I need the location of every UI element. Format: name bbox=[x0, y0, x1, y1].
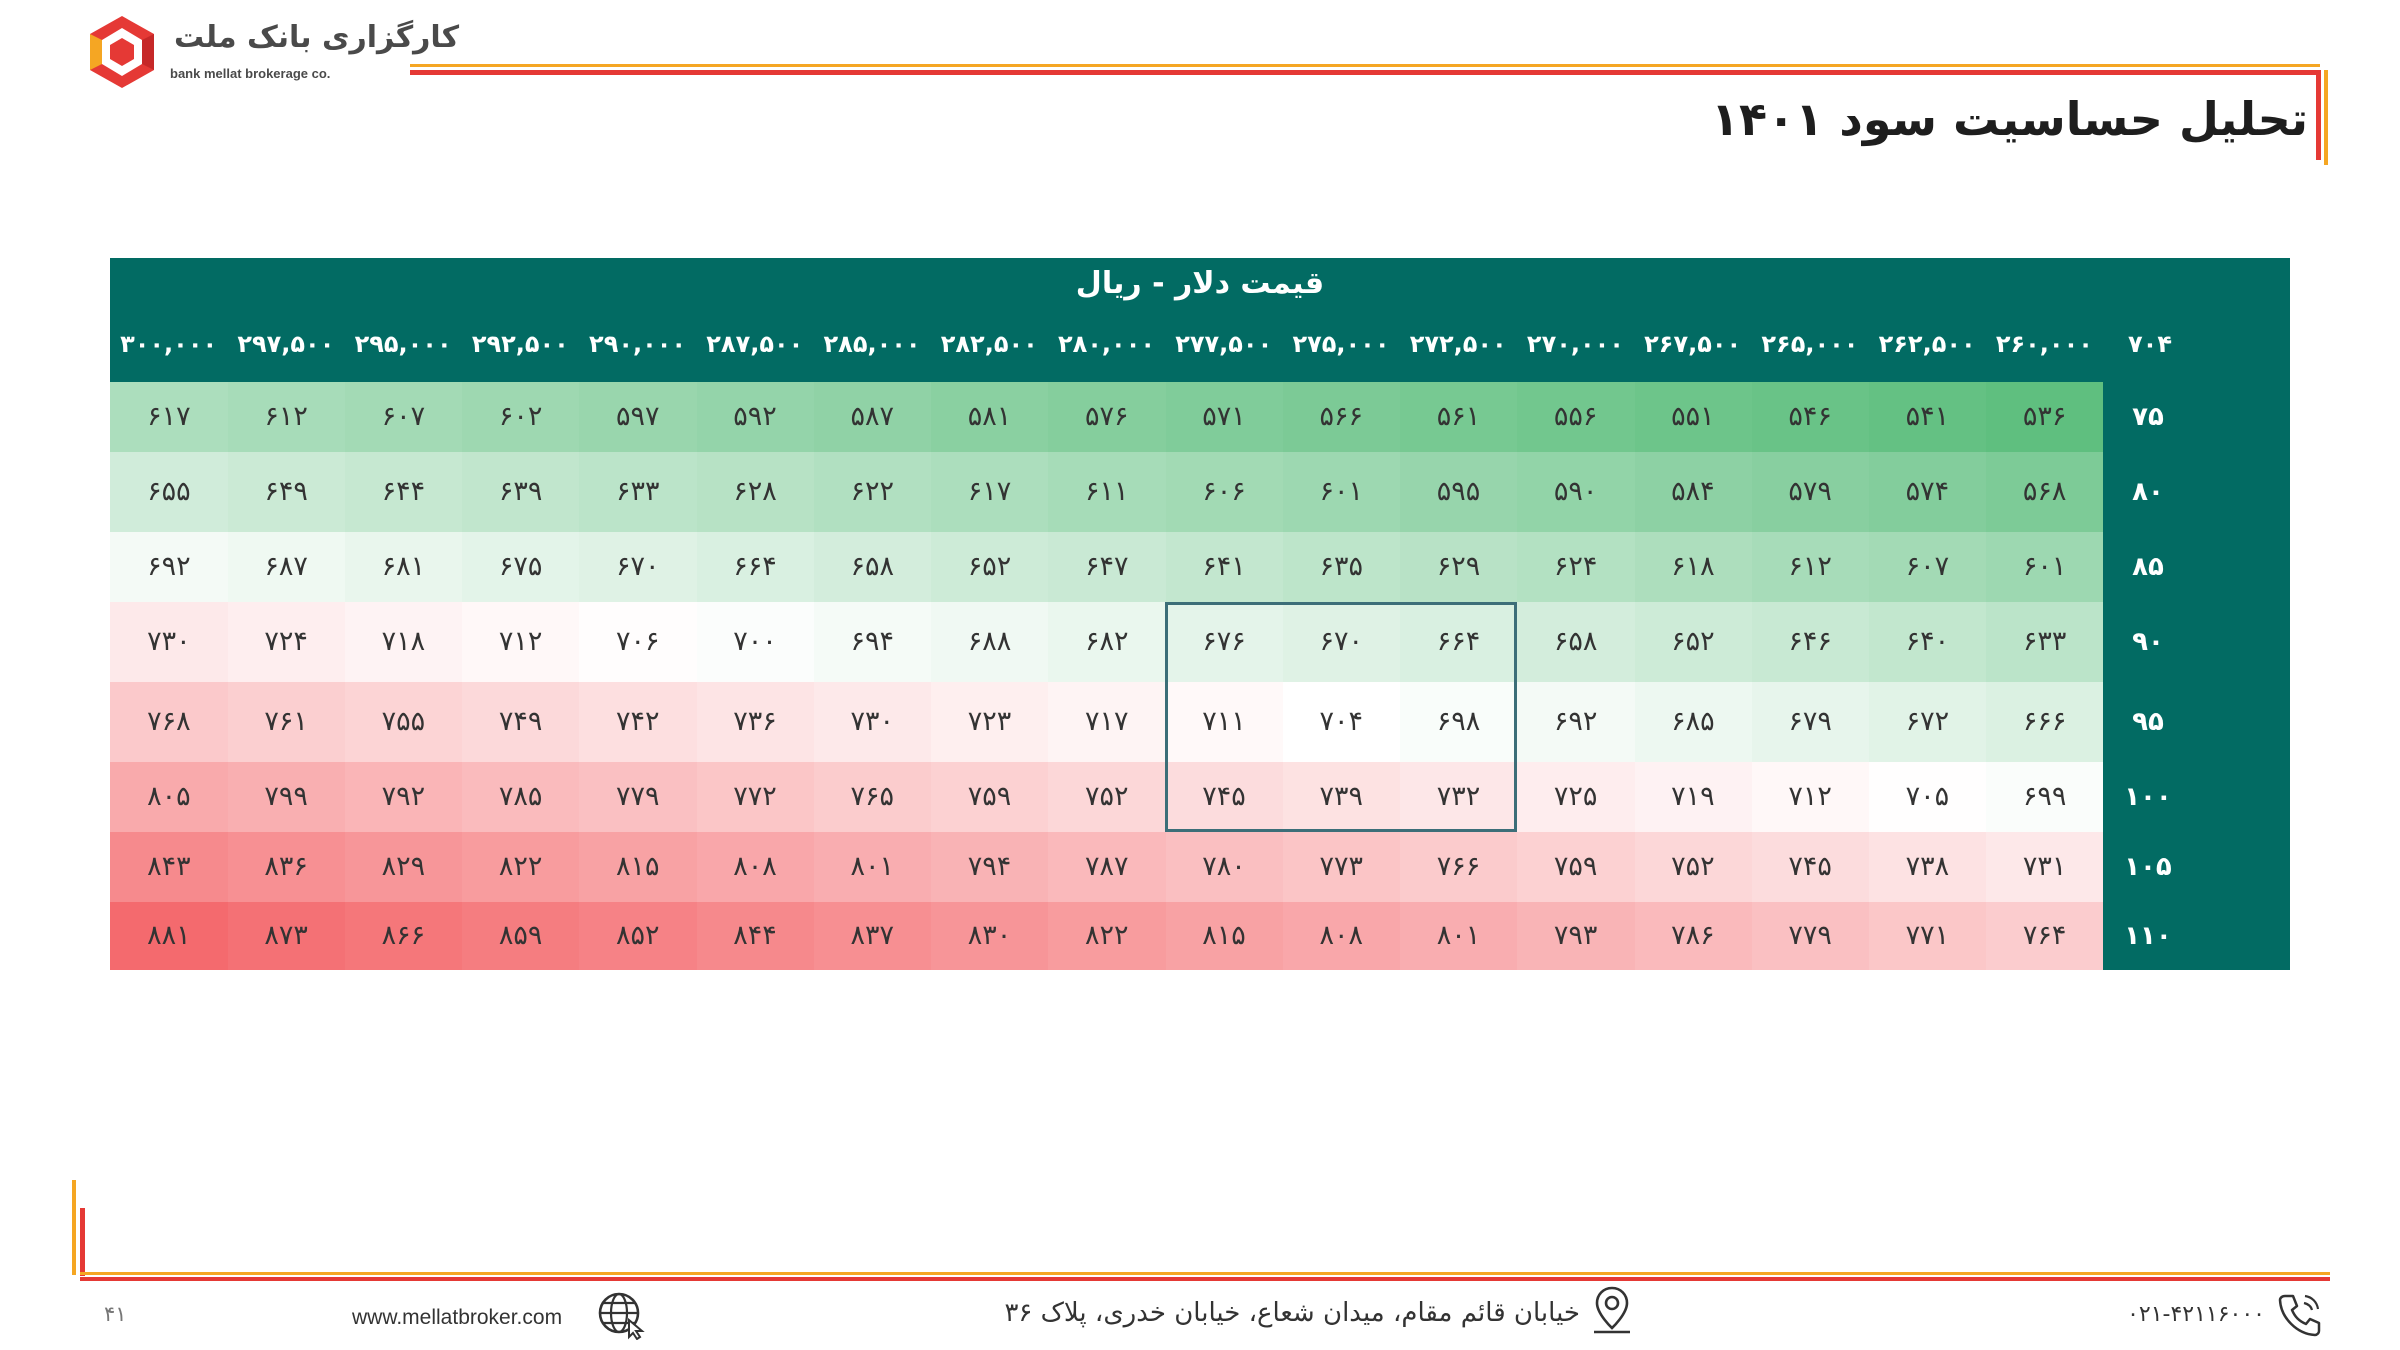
row-header: ۸۰ bbox=[2132, 477, 2164, 507]
table-cell: ۷۳۱ bbox=[1986, 832, 2104, 902]
table-cell: ۷۹۹ bbox=[227, 762, 345, 832]
table-cell: ۷۵۲ bbox=[1634, 832, 1752, 902]
table-cell: ۶۴۱ bbox=[1165, 532, 1283, 602]
header-corner-red bbox=[2316, 70, 2321, 160]
table-cell: ۵۹۵ bbox=[1400, 452, 1518, 532]
column-header: ۲۶۲,۵۰۰ bbox=[1878, 330, 1976, 358]
table-cell: ۷۶۴ bbox=[1986, 902, 2104, 970]
column-header: ۲۶۰,۰۰۰ bbox=[1995, 330, 2093, 358]
footer-rule-orange bbox=[80, 1272, 2330, 1275]
column-header: ۲۷۷,۵۰۰ bbox=[1175, 330, 1273, 358]
table-cell: ۷۴۹ bbox=[462, 682, 580, 762]
table-cell: ۶۷۰ bbox=[579, 532, 697, 602]
table-cell: ۵۶۸ bbox=[1986, 452, 2104, 532]
table-cell: ۶۷۶ bbox=[1165, 602, 1283, 682]
table-cell: ۶۱۱ bbox=[1048, 452, 1166, 532]
table-cell: ۶۶۶ bbox=[1986, 682, 2104, 762]
table-cell: ۶۷۰ bbox=[1282, 602, 1400, 682]
table-cell: ۷۶۶ bbox=[1400, 832, 1518, 902]
table-cell: ۷۴۲ bbox=[579, 682, 697, 762]
table-cell: ۶۳۹ bbox=[462, 452, 580, 532]
table-cell: ۵۴۱ bbox=[1869, 382, 1987, 452]
table-cell: ۸۰۸ bbox=[696, 832, 814, 902]
column-header: ۲۹۰,۰۰۰ bbox=[589, 330, 687, 358]
table-cell: ۶۹۲ bbox=[110, 532, 228, 602]
column-header: ۲۹۵,۰۰۰ bbox=[354, 330, 452, 358]
table-cell: ۶۰۱ bbox=[1282, 452, 1400, 532]
table-cell: ۶۹۹ bbox=[1986, 762, 2104, 832]
table-cell: ۷۰۰ bbox=[696, 602, 814, 682]
table-cell: ۸۵۹ bbox=[462, 902, 580, 970]
table-cell: ۷۲۳ bbox=[931, 682, 1049, 762]
column-header: ۲۸۲,۵۰۰ bbox=[940, 330, 1038, 358]
table-cell: ۵۷۱ bbox=[1165, 382, 1283, 452]
table-cell: ۷۷۱ bbox=[1869, 902, 1987, 970]
table-cell: ۷۱۸ bbox=[344, 602, 462, 682]
table-cell: ۷۰۶ bbox=[579, 602, 697, 682]
table-cell: ۷۳۶ bbox=[696, 682, 814, 762]
footer-website[interactable]: www.mellatbroker.com bbox=[352, 1306, 563, 1329]
table-cell: ۶۰۷ bbox=[1869, 532, 1987, 602]
table-cell: ۷۱۲ bbox=[462, 602, 580, 682]
location-pin-icon bbox=[1588, 1284, 1636, 1336]
phone-icon bbox=[2275, 1290, 2323, 1338]
table-cell: ۸۰۱ bbox=[1400, 902, 1518, 970]
table-cell: ۶۴۹ bbox=[227, 452, 345, 532]
table-cell: ۶۱۲ bbox=[1751, 532, 1869, 602]
table-cell: ۸۷۳ bbox=[227, 902, 345, 970]
table-cell: ۶۲۹ bbox=[1400, 532, 1518, 602]
column-header: ۲۸۰,۰۰۰ bbox=[1057, 330, 1155, 358]
table-cell: ۷۸۰ bbox=[1165, 832, 1283, 902]
table-cell: ۶۴۷ bbox=[1048, 532, 1166, 602]
table-cell: ۷۳۰ bbox=[110, 602, 228, 682]
table-cell: ۸۳۶ bbox=[227, 832, 345, 902]
table-cell: ۷۷۳ bbox=[1282, 832, 1400, 902]
table-cell: ۶۸۲ bbox=[1048, 602, 1166, 682]
table-cell: ۶۱۷ bbox=[931, 452, 1049, 532]
table-cell: ۵۶۶ bbox=[1282, 382, 1400, 452]
table-cell: ۶۶۴ bbox=[1400, 602, 1518, 682]
table-cell: ۵۵۱ bbox=[1634, 382, 1752, 452]
row-header: ۱۱۰ bbox=[2124, 921, 2172, 951]
table-cell: ۶۶۴ bbox=[696, 532, 814, 602]
header-corner-orange bbox=[2324, 70, 2328, 165]
footer-rule-red bbox=[80, 1277, 2330, 1281]
table-cell: ۵۸۴ bbox=[1634, 452, 1752, 532]
table-cell: ۸۱۵ bbox=[1165, 902, 1283, 970]
table-cell: ۵۷۶ bbox=[1048, 382, 1166, 452]
table-cell: ۶۴۴ bbox=[344, 452, 462, 532]
table-cell: ۷۸۷ bbox=[1048, 832, 1166, 902]
table-cell: ۷۸۵ bbox=[462, 762, 580, 832]
table-cell: ۶۷۹ bbox=[1751, 682, 1869, 762]
table-cell: ۶۱۷ bbox=[110, 382, 228, 452]
table-cell: ۷۶۸ bbox=[110, 682, 228, 762]
table-cell: ۷۰۴ bbox=[1282, 682, 1400, 762]
table-cell: ۸۲۲ bbox=[462, 832, 580, 902]
table-cell: ۵۴۶ bbox=[1751, 382, 1869, 452]
table-cell: ۶۲۴ bbox=[1517, 532, 1635, 602]
table-cell: ۷۷۲ bbox=[696, 762, 814, 832]
table-cell: ۶۱۲ bbox=[227, 382, 345, 452]
header-rule-orange bbox=[410, 64, 2320, 67]
table-cell: ۷۷۹ bbox=[1751, 902, 1869, 970]
table-cell: ۷۳۹ bbox=[1282, 762, 1400, 832]
column-header: ۲۶۵,۰۰۰ bbox=[1761, 330, 1859, 358]
column-header: ۲۸۵,۰۰۰ bbox=[823, 330, 921, 358]
table-cell: ۶۰۱ bbox=[1986, 532, 2104, 602]
table-cell: ۶۳۳ bbox=[1986, 602, 2104, 682]
table-cell: ۶۰۲ bbox=[462, 382, 580, 452]
table-cell: ۶۲۸ bbox=[696, 452, 814, 532]
row-axis-title: قیمت نفت - دلار bbox=[2332, 592, 2365, 824]
table-cell: ۸۳۷ bbox=[813, 902, 931, 970]
column-header: ۳۰۰,۰۰۰ bbox=[120, 330, 218, 358]
table-cell: ۷۵۹ bbox=[931, 762, 1049, 832]
table-cell: ۶۸۵ bbox=[1634, 682, 1752, 762]
table-cell: ۷۴۵ bbox=[1751, 832, 1869, 902]
table-cell: ۵۹۰ bbox=[1517, 452, 1635, 532]
table-cell: ۶۸۱ bbox=[344, 532, 462, 602]
table-cell: ۵۷۴ bbox=[1869, 452, 1987, 532]
table-cell: ۷۶۵ bbox=[813, 762, 931, 832]
column-axis-title: قیمت دلار - ریال bbox=[1075, 266, 1325, 301]
header-rule-red bbox=[410, 70, 2320, 75]
table-cell: ۸۰۱ bbox=[813, 832, 931, 902]
footer-rule-red-vertical bbox=[80, 1208, 85, 1276]
row-header: ۱۰۰ bbox=[2124, 782, 2172, 812]
table-cell: ۶۹۲ bbox=[1517, 682, 1635, 762]
row-header: ۱۰۵ bbox=[2124, 852, 2172, 882]
logo-english-name: bank mellat brokerage co. bbox=[170, 66, 331, 81]
table-cell: ۷۲۵ bbox=[1517, 762, 1635, 832]
table-cell: ۶۵۲ bbox=[1634, 602, 1752, 682]
table-cell: ۷۹۴ bbox=[931, 832, 1049, 902]
table-cell: ۸۰۵ bbox=[110, 762, 228, 832]
logo-persian-name: کارگزاری بانک ملت bbox=[174, 20, 460, 55]
table-cell: ۷۷۹ bbox=[579, 762, 697, 832]
table-cell: ۶۵۵ bbox=[110, 452, 228, 532]
row-header: ۹۰ bbox=[2132, 627, 2164, 657]
sensitivity-table bbox=[110, 258, 2365, 970]
brand-logo bbox=[84, 14, 460, 94]
footer-address: خیابان قائم مقام، میدان شعاع، خیابان خدری، پلاک ۳۶ bbox=[1004, 1298, 1580, 1328]
table-cell: ۶۸۷ bbox=[227, 532, 345, 602]
footer-phone: ۰۲۱-۴۲۱۱۶۰۰۰ bbox=[2127, 1302, 2265, 1327]
table-cell: ۶۷۵ bbox=[462, 532, 580, 602]
row-header: ۹۵ bbox=[2132, 707, 2164, 737]
table-cell: ۶۰۶ bbox=[1165, 452, 1283, 532]
table-cell: ۵۸۷ bbox=[813, 382, 931, 452]
table-cell: ۶۴۰ bbox=[1869, 602, 1987, 682]
logo-mark-icon bbox=[84, 14, 160, 90]
table-cell: ۸۲۹ bbox=[344, 832, 462, 902]
table-cell: ۶۳۵ bbox=[1282, 532, 1400, 602]
corner-value: ۷۰۴ bbox=[2128, 330, 2172, 358]
table-cell: ۶۲۲ bbox=[813, 452, 931, 532]
table-cell: ۵۹۷ bbox=[579, 382, 697, 452]
table-cell: ۶۸۸ bbox=[931, 602, 1049, 682]
table-cell: ۸۱۵ bbox=[579, 832, 697, 902]
table-cell: ۶۴۶ bbox=[1751, 602, 1869, 682]
table-cell: ۶۷۲ bbox=[1869, 682, 1987, 762]
table-cell: ۷۵۲ bbox=[1048, 762, 1166, 832]
table-cell: ۶۹۴ bbox=[813, 602, 931, 682]
globe-icon bbox=[595, 1290, 647, 1340]
column-header: ۲۹۲,۵۰۰ bbox=[471, 330, 569, 358]
table-cell: ۸۰۸ bbox=[1282, 902, 1400, 970]
column-header: ۲۷۰,۰۰۰ bbox=[1526, 330, 1624, 358]
table-cell: ۶۵۸ bbox=[1517, 602, 1635, 682]
footer-rule-orange-vertical bbox=[72, 1180, 76, 1275]
table-cell: ۶۰۷ bbox=[344, 382, 462, 452]
table-cell: ۷۴۵ bbox=[1165, 762, 1283, 832]
table-cell: ۷۱۷ bbox=[1048, 682, 1166, 762]
row-header: ۷۵ bbox=[2132, 402, 2164, 432]
table-cell: ۷۱۲ bbox=[1751, 762, 1869, 832]
table-cell: ۸۵۲ bbox=[579, 902, 697, 970]
table-cell: ۶۹۸ bbox=[1400, 682, 1518, 762]
table-cell: ۷۰۵ bbox=[1869, 762, 1987, 832]
column-header: ۲۶۷,۵۰۰ bbox=[1644, 330, 1742, 358]
table-cell: ۵۹۲ bbox=[696, 382, 814, 452]
table-cell: ۶۵۲ bbox=[931, 532, 1049, 602]
table-cell: ۷۳۰ bbox=[813, 682, 931, 762]
table-cell: ۶۱۸ bbox=[1634, 532, 1752, 602]
table-cell: ۷۹۳ bbox=[1517, 902, 1635, 970]
column-header: ۲۷۲,۵۰۰ bbox=[1409, 330, 1507, 358]
page-title: تحلیل حساسیت سود ۱۴۰۱ bbox=[1710, 92, 2308, 146]
column-header: ۲۷۵,۰۰۰ bbox=[1292, 330, 1390, 358]
table-cell: ۵۶۱ bbox=[1400, 382, 1518, 452]
table-cell: ۷۶۱ bbox=[227, 682, 345, 762]
table-cell: ۷۳۸ bbox=[1869, 832, 1987, 902]
table-cell: ۷۵۹ bbox=[1517, 832, 1635, 902]
page-number: ۴۱ bbox=[104, 1302, 127, 1326]
table-cell: ۶۳۳ bbox=[579, 452, 697, 532]
table-cell: ۵۳۶ bbox=[1986, 382, 2104, 452]
table-cell: ۵۷۹ bbox=[1751, 452, 1869, 532]
table-cell: ۷۵۵ bbox=[344, 682, 462, 762]
column-header: ۲۹۷,۵۰۰ bbox=[237, 330, 335, 358]
table-cell: ۷۹۲ bbox=[344, 762, 462, 832]
table-cell: ۵۸۱ bbox=[931, 382, 1049, 452]
table-cell: ۸۴۳ bbox=[110, 832, 228, 902]
row-header: ۸۵ bbox=[2132, 552, 2164, 582]
table-cell: ۸۲۲ bbox=[1048, 902, 1166, 970]
table-cell: ۸۸۱ bbox=[110, 902, 228, 970]
table-cell: ۷۲۴ bbox=[227, 602, 345, 682]
table-cell: ۸۳۰ bbox=[931, 902, 1049, 970]
column-header: ۲۸۷,۵۰۰ bbox=[706, 330, 804, 358]
table-cell: ۸۴۴ bbox=[696, 902, 814, 970]
table-cell: ۷۱۱ bbox=[1165, 682, 1283, 762]
table-cell: ۸۶۶ bbox=[344, 902, 462, 970]
table-cell: ۷۱۹ bbox=[1634, 762, 1752, 832]
table-cell: ۷۸۶ bbox=[1634, 902, 1752, 970]
table-cell: ۷۳۲ bbox=[1400, 762, 1518, 832]
table-cell: ۶۵۸ bbox=[813, 532, 931, 602]
table-cell: ۵۵۶ bbox=[1517, 382, 1635, 452]
